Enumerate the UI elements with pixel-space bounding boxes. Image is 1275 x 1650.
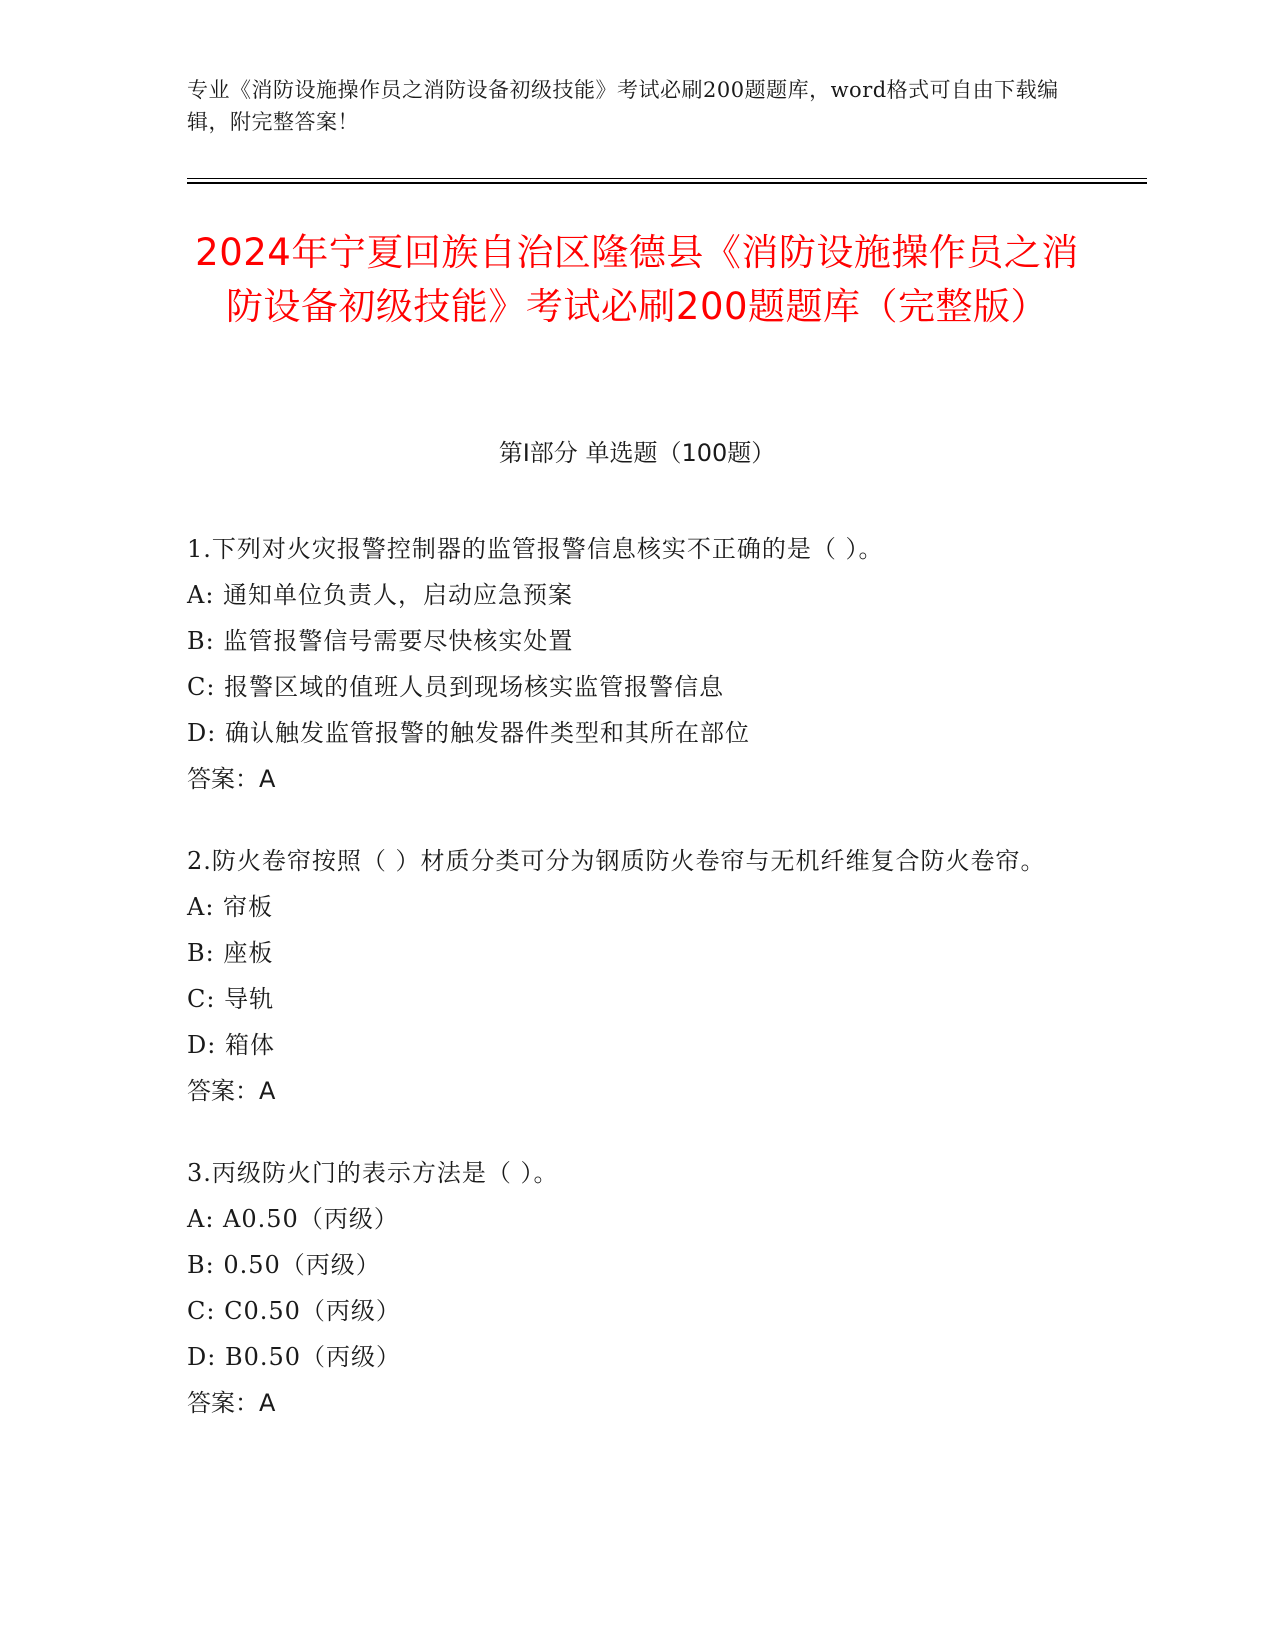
- question-2: [187, 838, 1067, 1114]
- option-b: B: 监管报警信号需要尽快核实处置: [187, 627, 574, 655]
- answer: 答案：A: [187, 765, 276, 793]
- option-c: C: 报警区域的值班人员到现场核实监管报警信息: [187, 673, 725, 701]
- option-c: C: C0.50（丙级）: [187, 1297, 401, 1325]
- header-note: 专业《消防设施操作员之消防设备初级技能》考试必刷200题题库，word格式可自由下载编辑，附完整答案！: [187, 78, 1059, 134]
- answer: 答案：A: [187, 1389, 276, 1417]
- question-3: [187, 1150, 1067, 1426]
- option-a: A: 通知单位负责人，启动应急预案: [187, 581, 574, 609]
- question-1: [187, 526, 1067, 802]
- option-a: A: A0.50（丙级）: [187, 1205, 399, 1233]
- question-stem: 1.下列对火灾报警控制器的监管报警信息核实不正确的是（ ）。: [187, 535, 884, 563]
- option-d: D: 确认触发监管报警的触发器件类型和其所在部位: [187, 719, 750, 747]
- option-d: D: 箱体: [187, 1031, 275, 1059]
- header-divider-thin: [187, 178, 1147, 179]
- option-d: D: B0.50（丙级）: [187, 1343, 402, 1371]
- question-list: [187, 526, 1067, 1462]
- header-divider-thick: [187, 182, 1147, 184]
- document-title: 2024年宁夏回族自治区隆德县《消防设施操作员之消防设备初级技能》考试必刷200题题库（完整版）: [195, 231, 1079, 328]
- question-stem: 2.防火卷帘按照（ ）材质分类可分为钢质防火卷帘与无机纤维复合防火卷帘。: [187, 847, 1046, 875]
- question-stem: 3.丙级防火门的表示方法是（ ）。: [187, 1159, 559, 1187]
- option-a: A: 帘板: [187, 893, 274, 921]
- option-b: B: 座板: [187, 939, 274, 967]
- answer: 答案：A: [187, 1077, 276, 1105]
- option-c: C: 导轨: [187, 985, 275, 1013]
- option-b: B: 0.50（丙级）: [187, 1251, 381, 1279]
- section-title: 第Ⅰ部分 单选题（100题）: [498, 439, 776, 467]
